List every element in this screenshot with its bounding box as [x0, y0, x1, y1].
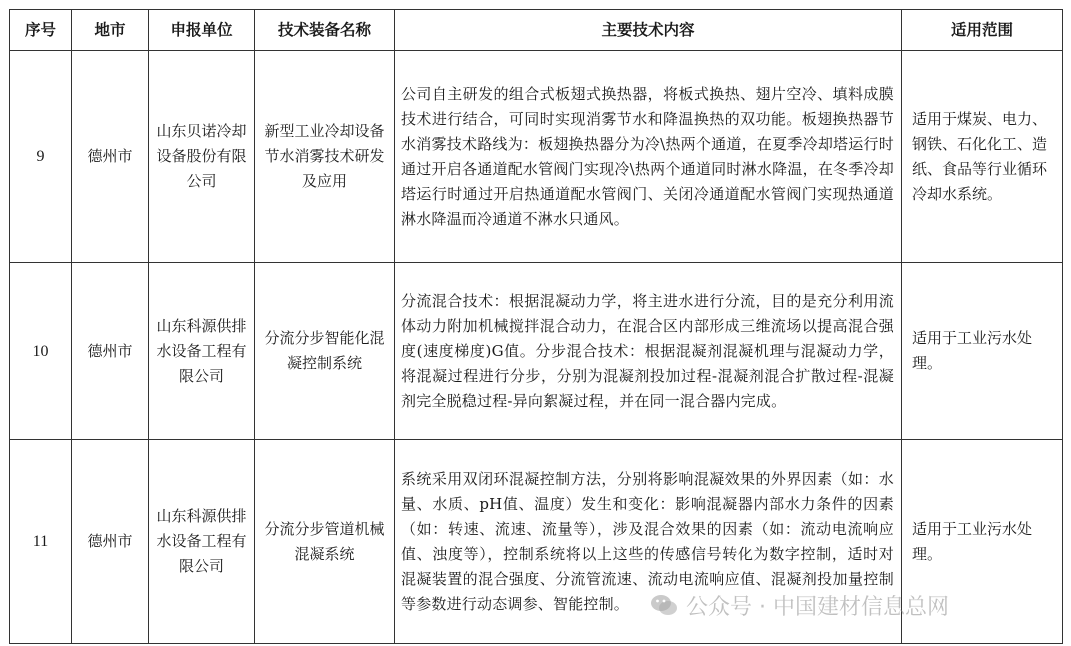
cell-scope: 适用于工业污水处理。	[902, 263, 1063, 440]
table-row	[10, 440, 1063, 644]
cell-seq: 11	[10, 440, 72, 644]
header-unit: 申报单位	[149, 10, 255, 51]
cell-scope: 适用于煤炭、电力、钢铁、石化化工、造纸、食品等行业循环冷却水系统。	[902, 51, 1063, 263]
cell-equipment-name: 分流分步管道机械混凝系统	[255, 440, 395, 644]
cell-city: 德州市	[72, 263, 149, 440]
cell-main-content: 系统采用双闭环混凝控制方法，分别将影响混凝效果的外界因素（如：水量、水质、pH值、温度）发生和变化：影响混凝器内部水力条件的因素（如：转速、流速、流量等），涉及混合效果的因素（如：流动电流响应值、浊度等），控制系统将以上这些的传感信号转化为数字控制，适时对混凝装置的混合强度、分流管流速、流动电流响应值、混凝剂投加量控制等参数进行动态调参、智能控制。	[395, 440, 902, 644]
cell-seq: 10	[10, 263, 72, 440]
cell-city: 德州市	[72, 440, 149, 644]
header-equipment-name: 技术装备名称	[255, 10, 395, 51]
cell-unit: 山东科源供排水设备工程有限公司	[149, 440, 255, 644]
header-city: 地市	[72, 10, 149, 51]
header-main-content: 主要技术内容	[395, 10, 902, 51]
cell-equipment-name: 分流分步智能化混凝控制系统	[255, 263, 395, 440]
cell-unit: 山东贝诺冷却设备股份有限公司	[149, 51, 255, 263]
table-row	[10, 263, 1063, 440]
cell-city: 德州市	[72, 51, 149, 263]
cell-main-content: 分流混合技术：根据混凝动力学，将主进水进行分流，目的是充分利用流体动力附加机械搅拌混合动力，在混合区内部形成三维流场以提高混合强度(速度梯度)G值。分步混合技术：根据混凝剂混凝机理与混凝动力学，将混凝过程进行分步，分别为混凝剂投加过程-混凝剂混合扩散过程-混凝剂完全脱稳过程-异向絮凝过程，并在同一混合器内完成。	[395, 263, 902, 440]
watermark-text: 公众号 · 中国建材信息总网	[686, 594, 949, 620]
table-row	[10, 51, 1063, 263]
cell-seq: 9	[10, 51, 72, 263]
cell-scope: 适用于工业污水处理。	[902, 440, 1063, 644]
cell-equipment-name: 新型工业冷却设备节水消雾技术研发及应用	[255, 51, 395, 263]
header-scope: 适用范围	[902, 10, 1063, 51]
cell-main-content: 公司自主研发的组合式板翅式换热器，将板式换热、翅片空冷、填料成膜技术进行结合，可同时实现消雾节水和降温换热的双功能。板翅换热器节水消雾技术路线为：板翅换热器分为冷\热两个通道，在夏季冷却塔运行时通过开启各通道配水管阀门实现冷\热两个通道同时淋水降温，在冬季冷却塔运行时通过开启热通道配水管阀门、关闭冷通道配水管阀门实现热通道淋水降温而冷通道不淋水只通风。	[395, 51, 902, 263]
cell-unit: 山东科源供排水设备工程有限公司	[149, 263, 255, 440]
technology-table	[9, 9, 1063, 644]
header-seq: 序号	[10, 10, 72, 51]
table-header-row	[10, 10, 1063, 51]
